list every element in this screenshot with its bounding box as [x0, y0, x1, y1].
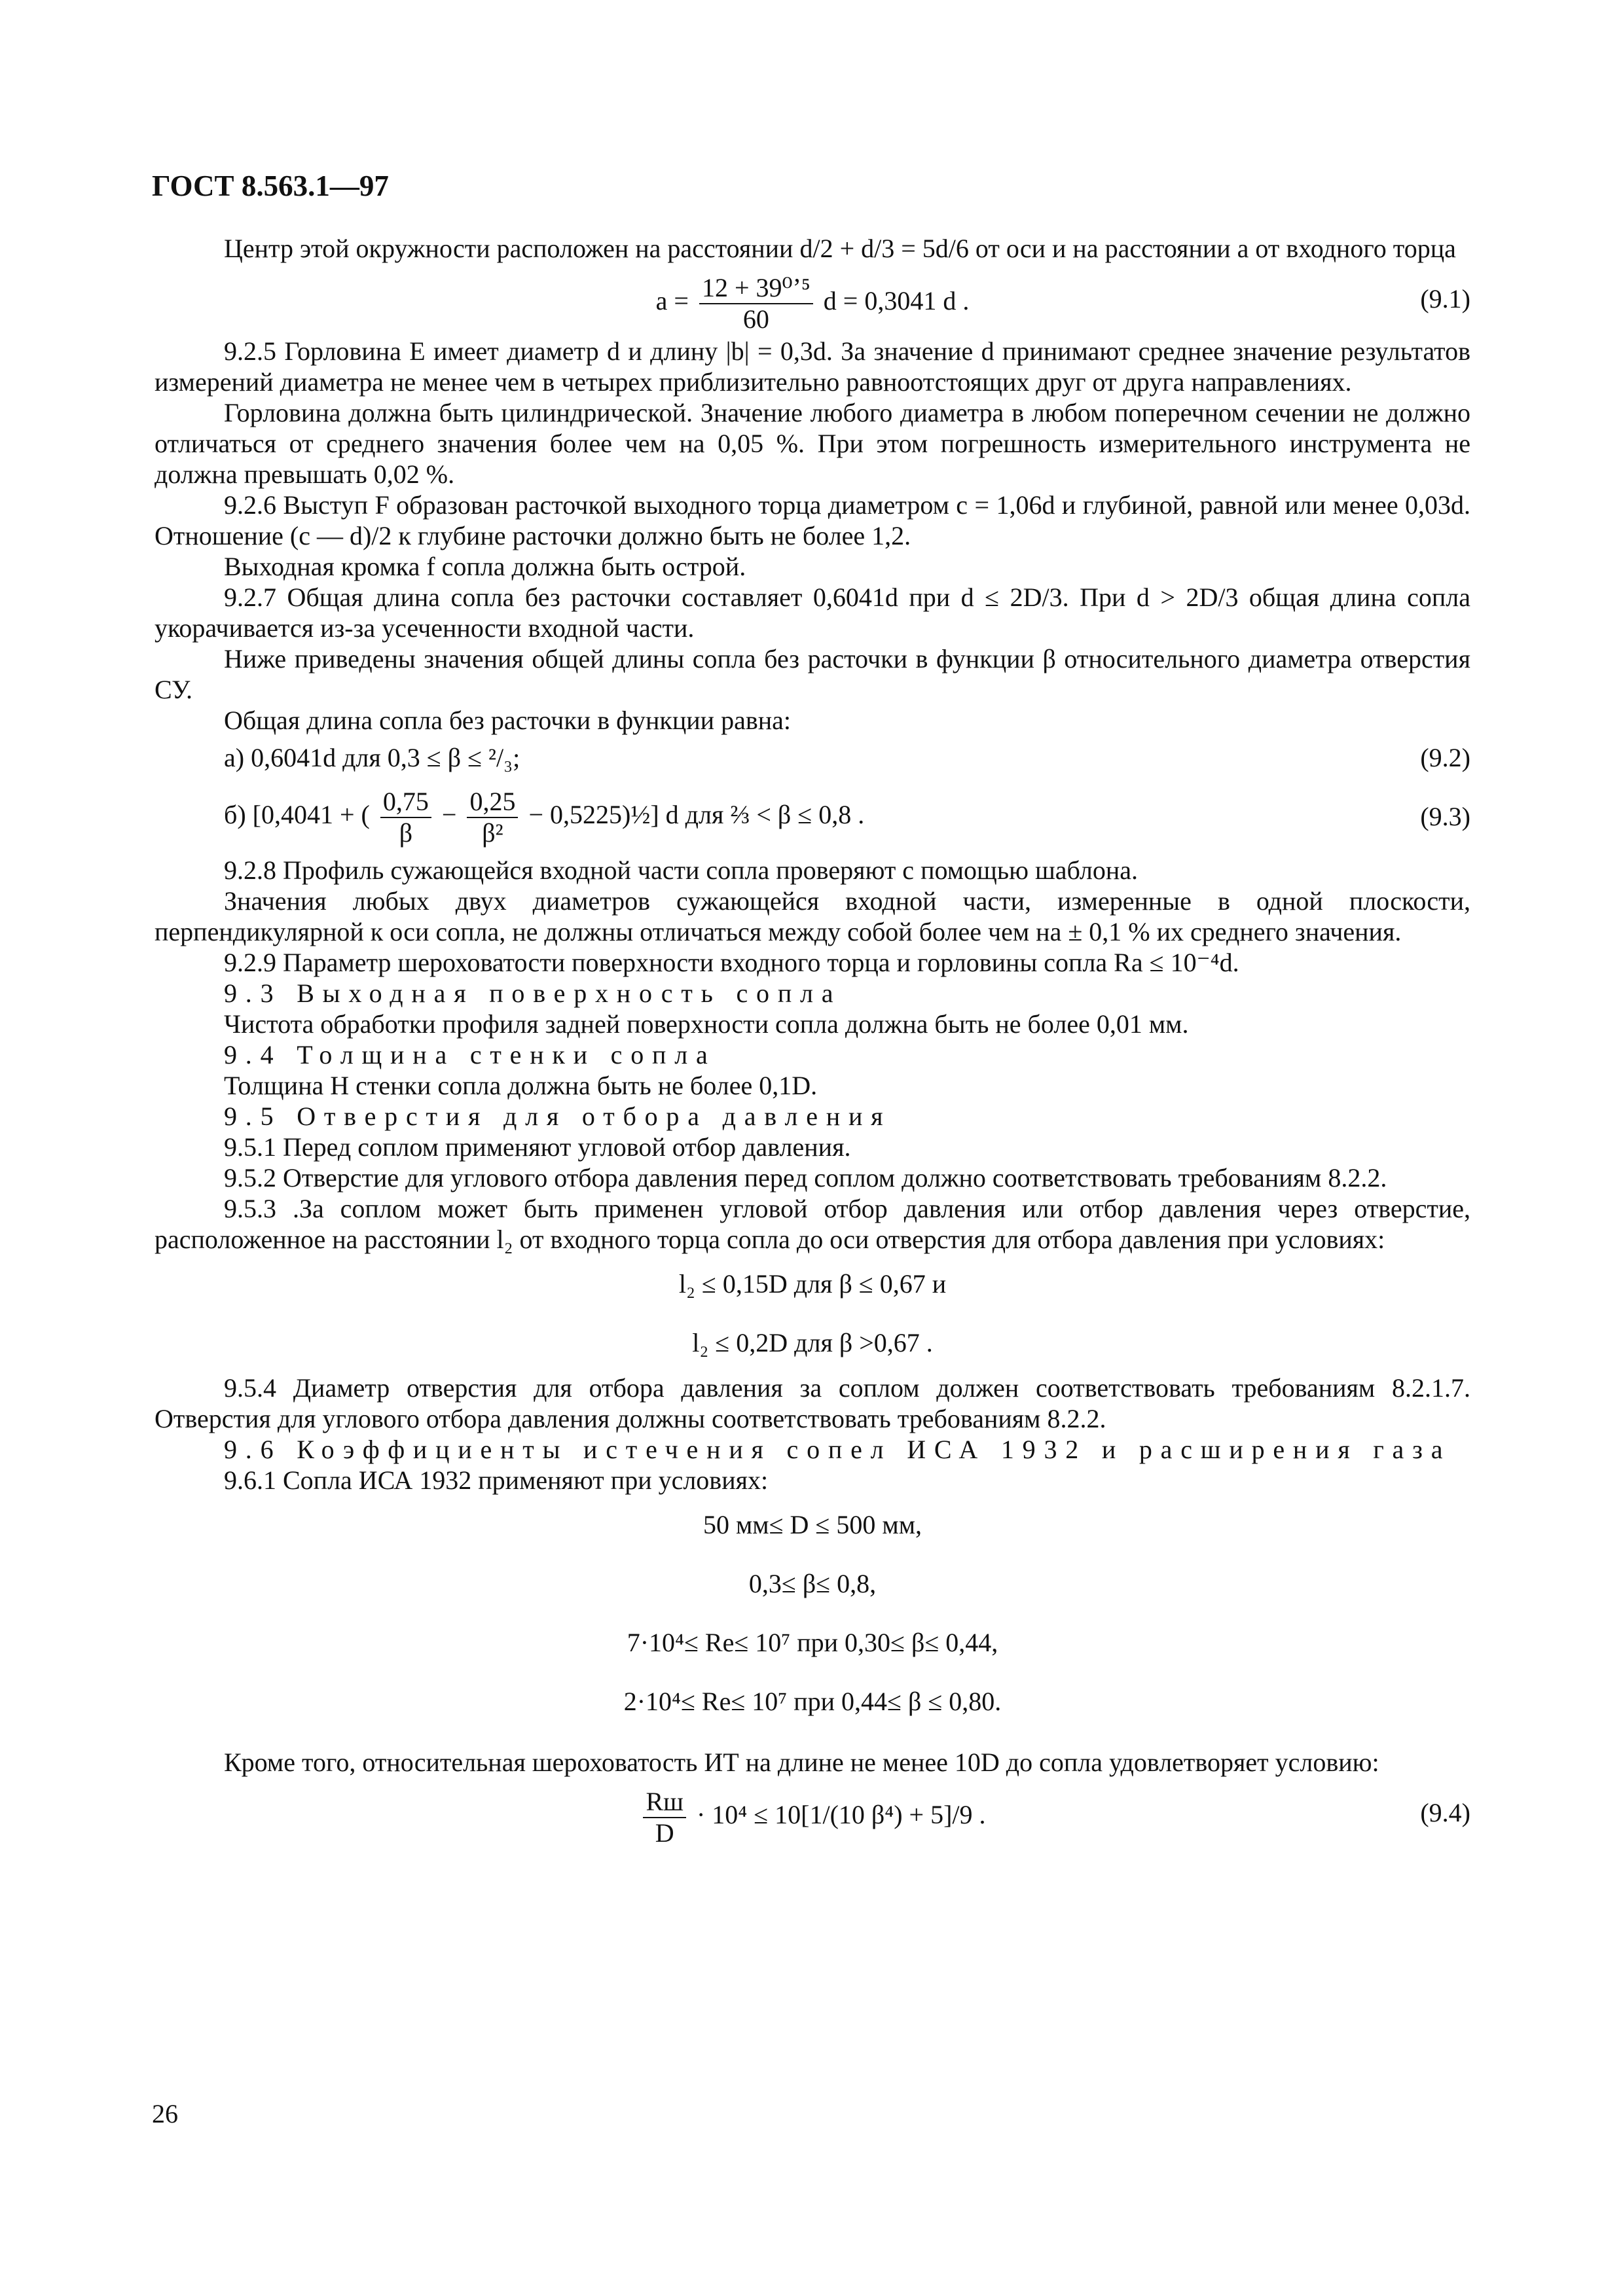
equation-9-3	[155, 781, 1470, 855]
eq-9-3-f2-numerator: 0,25	[467, 787, 518, 818]
paragraph-center: Центр этой окружности расположен на расстоянии d/2 + d/3 = 5d/6 от оси и на расстоянии a от входного торца	[224, 234, 1456, 263]
paragraph-9-2-8b: Значения любых двух диаметров сужающейся входной части, измеренные в одной плоскости, перпендикулярной к оси сопла, не должны отличаться между собой более чем на ± 0,1 % их среднего значения.	[155, 886, 1470, 946]
eq-9-3-fraction-1	[380, 787, 431, 848]
equation-9-2	[155, 736, 1470, 781]
paragraph-9-2-5b: Горловина должна быть цилиндрической. Значение любого диаметра в любом поперечном сечении не должно отличаться от среднего значения более чем на 0,05 %. При этом погрешность измерительного инструмента не должна превышать 0,02 %.	[155, 398, 1470, 489]
eq-9-3-f1-denominator: β	[399, 818, 413, 848]
paragraph-9-2-7b: Ниже приведены значения общей длины сопла без расточки в функции β относительного диаметра отверстия СУ.	[155, 644, 1470, 704]
eq-9-3-f1-numerator: 0,75	[380, 787, 431, 818]
equation-9-1-body	[155, 273, 1470, 334]
eq-9-3-f2-denominator: β²	[482, 818, 503, 848]
condition-l2-2: l₂ ≤ 0,2D для β >0,67 .	[692, 1328, 933, 1357]
section-heading-9-6: 9.6 Коэффициенты истечения сопел ИСА 1932 и расширения газа	[224, 1435, 1451, 1464]
paragraph-9-2-7c: Общая длина сопла без расточки в функции равна:	[224, 706, 791, 735]
condition-beta: 0,3≤ β≤ 0,8,	[748, 1569, 877, 1598]
page-content	[155, 233, 1470, 1850]
condition-l2-1: l₂ ≤ 0,15D для β ≤ 0,67 и	[678, 1269, 947, 1299]
paragraph-9-3: Чистота обработки профиля задней поверхности сопла должна быть не более 0,01 мм.	[224, 1009, 1189, 1039]
equation-number: (9.4)	[1420, 1798, 1470, 1827]
paragraph-9-5-3: 9.5.3 .За соплом может быть применен угловой отбор давления или отбор давления через отверстие, расположенное на расстоянии l₂ от входного торца сопла до оси отверстия для отбора давления при условиях:	[155, 1194, 1470, 1254]
eq-9-1-numerator: 12 + 39⁰ʼ⁵	[699, 273, 813, 304]
paragraph-9-5-4: 9.5.4 Диаметр отверстия для отбора давления за соплом должен соответствовать требованиям 8.2.1.7. Отверстия для углового отбора давления должны соответствовать требованиям 8.2.2.	[155, 1373, 1470, 1433]
section-heading-9-3: 9.3 Выходная поверхность сопла	[224, 978, 842, 1008]
eq-9-3-fraction-2	[467, 787, 518, 848]
paragraph-9-4: Толщина H стенки сопла должна быть не более 0,1D.	[224, 1071, 818, 1100]
section-heading-9-5: 9.5 Отверстия для отбора давления	[224, 1102, 892, 1131]
equation-9-4	[155, 1778, 1470, 1850]
paragraph-9-5-2: 9.5.2 Отверстие для углового отбора давления перед соплом должно соответствовать требованиям 8.2.2.	[224, 1163, 1387, 1193]
equation-9-1	[155, 264, 1470, 336]
eq-9-1-denominator: 60	[742, 304, 769, 334]
equation-number: (9.1)	[1420, 284, 1470, 314]
condition-re-1: 7·10⁴≤ Re≤ 10⁷ при 0,30≤ β≤ 0,44,	[627, 1628, 998, 1657]
paragraph-9-2-7a: 9.2.7 Общая длина сопла без расточки составляет 0,6041d при d ≤ 2D/3. При d > 2D/3 общая длина сопла укорачивается из-за усеченности входной части.	[155, 583, 1470, 643]
eq-9-3-minus: −	[441, 800, 457, 830]
section-heading-9-4: 9.4 Толщина стенки сопла	[224, 1040, 716, 1069]
document-code: ГОСТ 8.563.1—97	[152, 170, 389, 202]
eq-9-2-body: а) 0,6041d для 0,3 ≤ β ≤ ²/₃;	[224, 743, 520, 772]
equation-9-4-body	[155, 1787, 1470, 1848]
paragraph-9-2-6b: Выходная кромка f сопла должна быть острой.	[224, 552, 746, 581]
equation-number: (9.2)	[1420, 743, 1470, 772]
condition-diameter: 50 мм≤ D ≤ 500 мм,	[702, 1510, 922, 1539]
paragraph-9-6-1: 9.6.1 Сопла ИСА 1932 применяют при условиях:	[224, 1465, 769, 1495]
condition-re-2: 2·10⁴≤ Re≤ 10⁷ при 0,44≤ β ≤ 0,80.	[623, 1687, 1002, 1716]
eq-9-4-rhs: · 10⁴ ≤ 10[1/(10 β⁴) + 5]/9 .	[696, 1800, 986, 1830]
paragraph-9-5-1: 9.5.1 Перед соплом применяют угловой отбор давления.	[224, 1132, 851, 1162]
eq-9-1-rhs: d = 0,3041 d .	[823, 286, 970, 316]
eq-9-3-post: − 0,5225)½] d для ⅔ < β ≤ 0,8 .	[528, 800, 865, 830]
paragraph-roughness: Кроме того, относительная шероховатость ИТ на длине не менее 10D до сопла удовлетворяет условию:	[224, 1748, 1379, 1777]
eq-9-3-pre: б) [0,4041 + (	[224, 800, 370, 830]
page-number: 26	[152, 2099, 178, 2128]
paragraph-9-2-8a: 9.2.8 Профиль сужающейся входной части сопла проверяют с помощью шаблона.	[224, 855, 1138, 885]
paragraph-9-2-9: 9.2.9 Параметр шероховатости поверхности входного торца и горловины сопла Ra ≤ 10⁻⁴d.	[224, 948, 1239, 977]
paragraph-9-2-6a: 9.2.6 Выступ F образован расточкой выходного торца диаметром c = 1,06d и глубиной, равной или менее 0,03d. Отношение (c — d)/2 к глубине расточки должно быть не более 1,2.	[155, 490, 1470, 550]
eq-9-1-lhs: a =	[655, 286, 689, 316]
eq-9-1-fraction	[699, 273, 813, 334]
eq-9-4-fraction	[643, 1787, 685, 1848]
eq-9-3-body	[224, 787, 864, 848]
eq-9-4-numerator: Rш	[643, 1787, 685, 1818]
eq-9-4-denominator: D	[655, 1818, 674, 1848]
equation-number: (9.3)	[1420, 802, 1470, 831]
paragraph-9-2-5a: 9.2.5 Горловина E имеет диаметр d и длину |b| = 0,3d. За значение d принимают среднее значение результатов измерений диаметра не менее чем в четырех приблизительно равноотстоящих друг от друга направлениях.	[155, 336, 1470, 397]
